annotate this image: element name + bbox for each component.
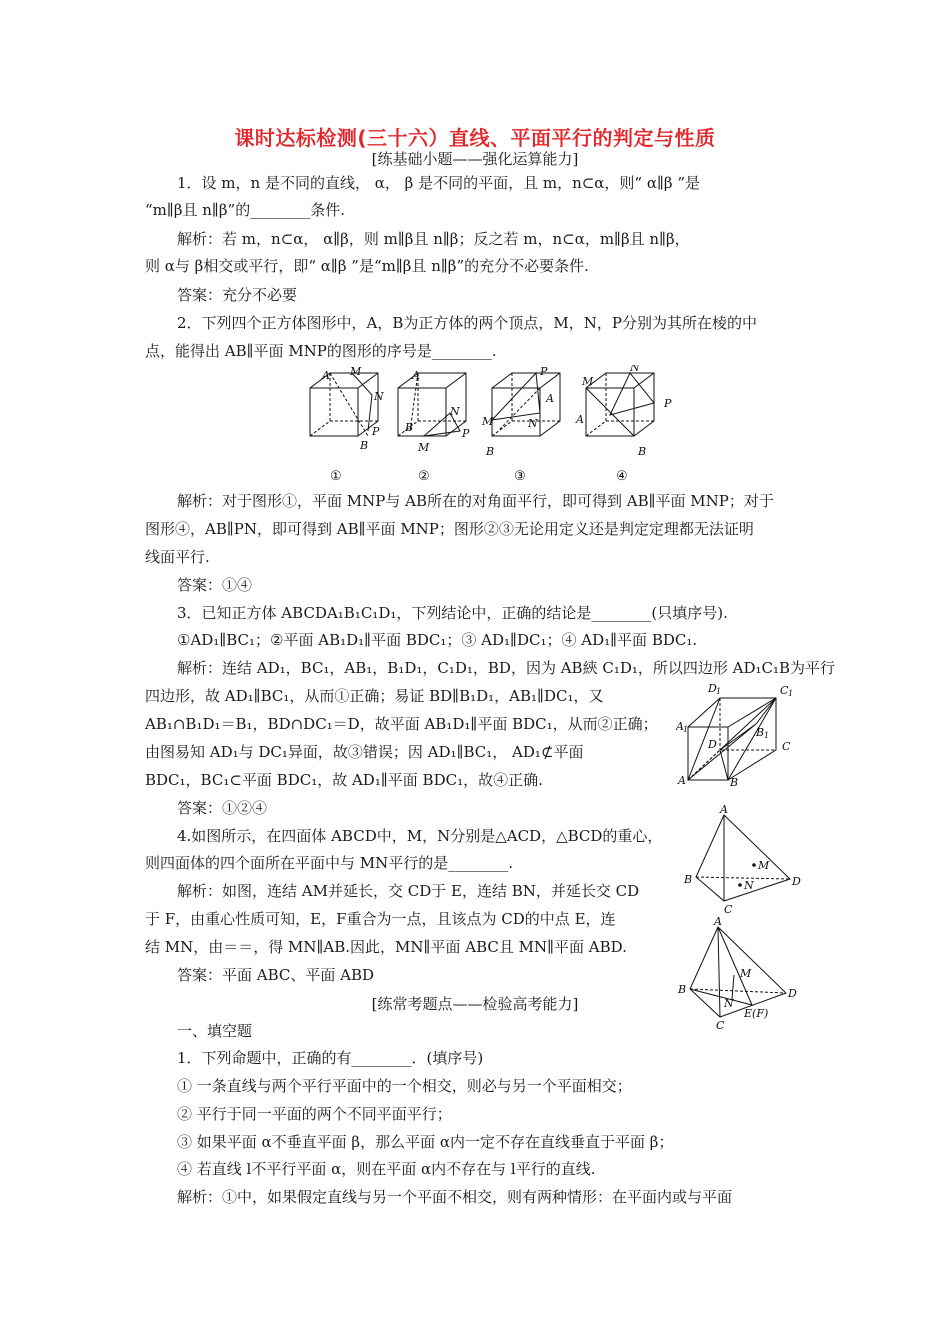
q2-analysis-line3: 线面平行. — [145, 548, 210, 566]
c4-label-P: P — [664, 397, 672, 410]
q4-analysis-line3: 结 MN，由＝＝，得 MN∥AB.因此，MN∥平面 ABC且 MN∥平面 ABD. — [145, 938, 627, 956]
tetra1-label-M: M — [758, 859, 770, 872]
section-heading-basic: [练基础小题——强化运算能力] — [371, 150, 579, 168]
c2-label-M: M — [418, 441, 430, 454]
tetra2-label-B: B — [678, 983, 687, 996]
q2-text-line1: 2．下列四个正方体图形中，A，B为正方体的两个顶点，M，N，P分别为其所在棱的中 — [177, 314, 757, 332]
cube3-label-B: B — [730, 776, 739, 789]
c4-label-N: N — [630, 365, 640, 374]
c1-label-N: N — [374, 390, 384, 403]
tetra1-label-B: B — [684, 873, 693, 886]
q1-analysis-line2: 则 α与 β相交或平行，即“ α∥β ”是“m∥β且 n∥β”的充分不必要条件. — [145, 257, 589, 275]
cube3-sub-B1: 1 — [764, 731, 770, 740]
p1-text: 1．下列命题中，正确的有________．(填序号) — [177, 1049, 484, 1067]
q1-answer: 答案：充分不必要 — [177, 286, 298, 304]
tetra2-label-M: M — [740, 967, 752, 980]
c1-label-M: M — [350, 365, 362, 378]
tetra1-label-N: N — [744, 879, 754, 892]
q3-options: ①AD₁∥BC₁；②平面 AB₁D₁∥平面 BDC₁；③ AD₁∥DC₁；④ AD₁∥平面 BDC₁. — [177, 631, 698, 649]
q1-analysis-line1: 解析：若 m，n⊂α， α∥β，则 m∥β且 n∥β；反之若 m，n⊂α，m∥β且 n∥β， — [177, 230, 690, 248]
c3-label-N: N — [528, 417, 538, 430]
tetra1-point-M — [752, 863, 756, 867]
p1-option-2: ② 平行于同一平面的两个不同平面平行； — [177, 1105, 452, 1123]
c4-label-M: M — [582, 375, 594, 388]
q2-text-line2: 点，能得出 AB∥平面 MNP的图形的序号是________. — [145, 342, 497, 360]
tetra2-label-N: N — [724, 997, 734, 1010]
cube3-label-D1: D — [708, 682, 717, 695]
tetrahedron-1-svg — [680, 805, 810, 915]
tetra1-label-A: A — [720, 805, 728, 816]
q4-analysis-line2: 于 F，由重心性质可知，E，F重合为一点，且该点为 CD的中点 E，连 — [145, 910, 616, 928]
tetra2-label-C: C — [716, 1019, 725, 1032]
c2-label-P: P — [462, 427, 470, 440]
c1-label-P: P — [372, 425, 380, 438]
q1-text-line1: 1．设 m，n 是不同的直线， α， β 是不同的平面，且 m，n⊂α，则“ α∥β ”是 — [177, 174, 701, 192]
q3-analysis-line4: 由图易知 AD₁与 DC₁异面，故③错误；因 AD₁∥BC₁， AD₁⊄平面 — [145, 743, 584, 761]
four-cubes-svg — [300, 365, 700, 485]
q3-analysis-line3: AB₁∩B₁D₁＝B₁，BD∩DC₁＝D，故平面 AB₁D₁∥平面 BDC₁，从而②正确； — [145, 715, 658, 733]
cube3-sub-A1: 1 — [683, 725, 689, 734]
figure-tetrahedron-2 — [676, 915, 810, 1037]
q2-analysis-line2: 图形④，AB∥PN，即可得到 AB∥平面 MNP；图形②③无论用定义还是判定定理都无法证明 — [145, 520, 754, 538]
c3-number: ③ — [514, 469, 526, 484]
c3-label-A: A — [546, 392, 554, 405]
tetra1-label-D: D — [792, 875, 801, 888]
c4-label-A: A — [576, 413, 584, 426]
tetrahedron-2-svg — [676, 915, 810, 1033]
tetra2-label-A: A — [714, 915, 722, 928]
c2-label-B: B — [405, 421, 414, 434]
cube-q3-svg — [676, 680, 806, 790]
c4-number: ④ — [616, 469, 628, 484]
p1-option-3: ③ 如果平面 α不垂直平面 β，那么平面 α内一定不存在直线垂直于平面 β； — [177, 1133, 674, 1151]
tetra2-label-D: D — [788, 987, 797, 1000]
q4-answer: 答案：平面 ABC、平面 ABD — [177, 966, 375, 984]
page-title: 课时达标检测(三十六）直线、平面平行的判定与性质 — [234, 126, 716, 150]
p1-analysis-line1: 解析：①中，如果假定直线与另一个平面不相交，则有两种情形：在平面内或与平面 — [177, 1188, 733, 1206]
figure-four-cubes — [300, 365, 700, 489]
q4-text-line2: 则四面体的四个面所在平面中与 MN平行的是________. — [145, 854, 514, 872]
q3-analysis-line2: 四边形，故 AD₁∥BC₁，从而①正确；易证 BD∥B₁D₁，AB₁∥DC₁，又 — [145, 687, 604, 705]
q3-analysis-line5: BDC₁，BC₁⊂平面 BDC₁，故 AD₁∥平面 BDC₁，故④正确. — [145, 771, 543, 789]
part-heading-fill-in: 一、填空题 — [177, 1022, 253, 1040]
c2-label-N: N — [450, 405, 460, 418]
q4-analysis-line1: 解析：如图，连结 AM并延长，交 CD于 E，连结 BN，并延长交 CD — [177, 882, 640, 900]
q3-analysis-line1: 解析：连结 AD₁，BC₁，AB₁，B₁D₁，C₁D₁，BD，因为 AB綊 C₁D₁，所以四边形 AD₁C₁B为平行 — [177, 659, 836, 677]
section-heading-exam: [练常考题点——检验高考能力] — [371, 995, 579, 1013]
p1-option-1: ① 一条直线与两个平行平面中的一个相交，则必与另一个平面相交； — [177, 1077, 632, 1095]
c1-label-B: B — [360, 439, 369, 452]
c3-label-P: P — [540, 365, 548, 378]
cube3-sub-D1: 1 — [716, 687, 722, 696]
tetra1-point-N — [738, 883, 742, 887]
cube3-sub-C1: 1 — [788, 689, 794, 698]
c1-number: ① — [330, 469, 342, 484]
c3-label-M: M — [482, 415, 494, 428]
cube3-label-C: C — [782, 740, 791, 753]
c4-label-B: B — [638, 445, 647, 458]
q4-text-line1: 4.如图所示，在四面体 ABCD中，M，N分别是△ACD，△BCD的重心， — [177, 827, 663, 845]
figure-tetrahedron-1 — [680, 805, 810, 919]
figure-cube-q3 — [676, 680, 806, 794]
c3-label-B: B — [486, 445, 495, 458]
tetra1-label-C: C — [724, 903, 733, 915]
cube3-label-C1: C — [780, 684, 789, 697]
p1-option-4: ④ 若直线 l不平行平面 α，则在平面 α内不存在与 l平行的直线. — [177, 1160, 596, 1178]
q3-answer: 答案：①②④ — [177, 799, 268, 817]
c2-number: ② — [418, 469, 430, 484]
cube3-label-A: A — [678, 774, 686, 787]
tetra2-label-EF: E(F) — [744, 1007, 769, 1020]
q3-text-line1: 3．已知正方体 ABCDA₁B₁C₁D₁，下列结论中，正确的结论是________(只填序号). — [177, 604, 728, 622]
q2-analysis-line1: 解析：对于图形①，平面 MNP与 AB所在的对角面平行，即可得到 AB∥平面 MNP；对于 — [177, 492, 774, 510]
q1-text-line2: “m∥β且 n∥β”的________条件. — [145, 201, 345, 219]
c1-label-A: A — [322, 369, 330, 382]
cube3-label-B1: B — [756, 726, 765, 739]
q2-answer: 答案：①④ — [177, 576, 253, 594]
cube3-label-A1: A — [676, 720, 684, 733]
c2-label-A: A — [412, 369, 420, 382]
cube3-label-D: D — [708, 738, 717, 751]
